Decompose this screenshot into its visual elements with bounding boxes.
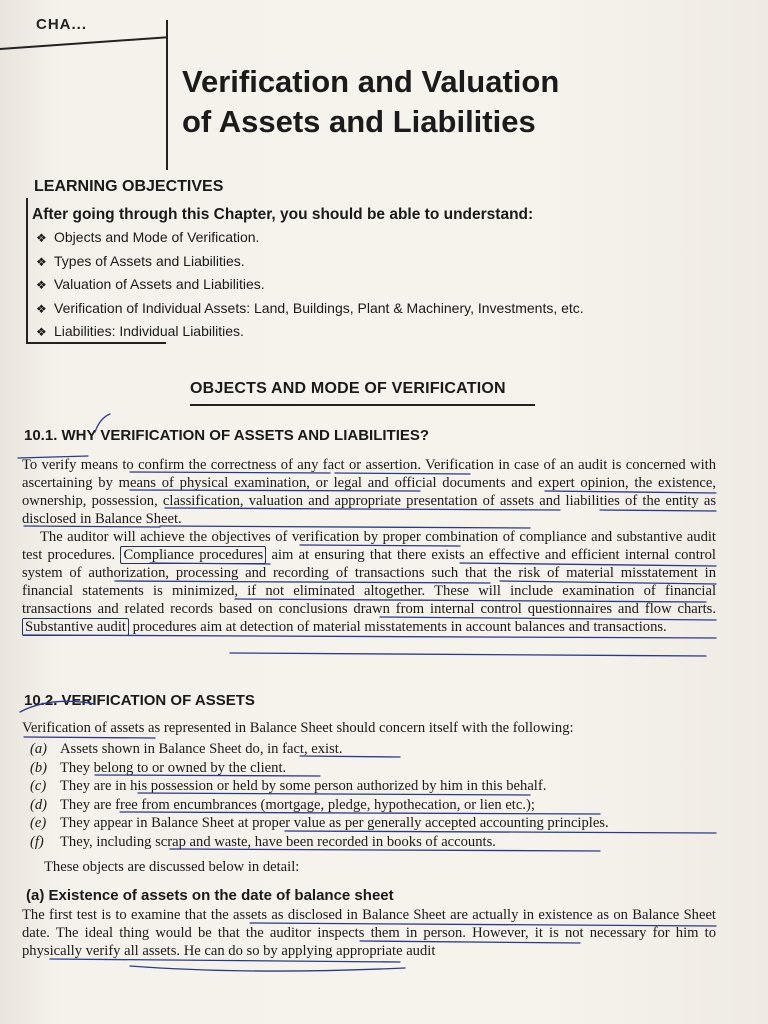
list-item bbox=[30, 740, 609, 759]
list-item bbox=[36, 226, 584, 250]
list-item bbox=[36, 273, 584, 297]
header-rule-vertical bbox=[166, 20, 168, 170]
item-text: They, including scrap and waste, have been recorded in books of accounts. bbox=[60, 833, 496, 850]
list-item bbox=[30, 796, 609, 815]
list-item bbox=[30, 814, 609, 833]
paragraph-procedures bbox=[22, 528, 716, 636]
list-item bbox=[36, 320, 584, 344]
verification-items-list bbox=[30, 740, 609, 851]
subheading-existence: (a) Existence of assets on the date of balance sheet bbox=[26, 887, 394, 904]
item-label: (a) bbox=[30, 741, 48, 757]
paragraph-why-verification bbox=[22, 456, 716, 636]
diamond-bullet-icon: ❖ bbox=[36, 301, 47, 316]
lo-item-text: Liabilities: Individual Liabilities. bbox=[54, 323, 244, 339]
learning-objectives-intro: After going through this Chapter, you should be able to understand: bbox=[32, 206, 534, 223]
procedures-text-c: procedures aim at detection of material misstatements in account balances and transactions. bbox=[132, 619, 667, 635]
item-text: They appear in Balance Sheet at proper value as per generally accepted accounting principles. bbox=[60, 815, 609, 831]
item-text: Assets shown in Balance Sheet do, in fact, exist. bbox=[60, 741, 343, 757]
list-item bbox=[30, 759, 609, 778]
heading-10-2: 10.2. VERIFICATION OF ASSETS bbox=[24, 692, 255, 709]
diamond-bullet-icon: ❖ bbox=[36, 254, 47, 269]
item-label: (b) bbox=[30, 759, 48, 776]
item-label: (e) bbox=[30, 815, 47, 831]
chapter-title-line1: Verification and Valuation bbox=[182, 64, 560, 99]
objects-outro: These objects are discussed below in detail: bbox=[44, 859, 300, 875]
item-text: They are in his possession or held by some person authorized by him in this behalf. bbox=[60, 778, 547, 794]
learning-objectives-list bbox=[36, 226, 584, 344]
diamond-bullet-icon: ❖ bbox=[36, 325, 47, 339]
diamond-bullet-icon: ❖ bbox=[36, 278, 47, 292]
item-text: They are free from encumbrances (mortgage, pledge, hypothecation, or lien etc.); bbox=[60, 796, 535, 813]
diamond-bullet-icon: ❖ bbox=[36, 231, 47, 245]
chapter-title bbox=[182, 62, 702, 142]
learning-objectives-box bbox=[26, 176, 706, 344]
header-rule-horizontal bbox=[0, 36, 168, 50]
lo-item-text: Types of Assets and Liabilities. bbox=[54, 252, 245, 269]
list-item bbox=[36, 250, 584, 274]
chapter-title-line2: of Assets and Liabilities bbox=[182, 104, 536, 139]
lo-item-text: Verification of Individual Assets: Land, Buildings, Plant & Machinery, Investments, etc. bbox=[54, 299, 584, 316]
procedures-text-b: aim at ensuring that there exists an effective and efficient internal control system of authorization, processing and recording of transactions such that the risk of material misstatement in financial statements is minimized, if not eliminated altogether. These will include examination of financial transactions and related records based on conclusions drawn from internal control questionnaires and flow charts. bbox=[22, 547, 716, 617]
lo-item-text: Objects and Mode of Verification. bbox=[54, 229, 260, 245]
item-label: (d) bbox=[30, 796, 48, 813]
item-text: They belong to or owned by the client. bbox=[60, 759, 287, 776]
heading-10-1: 10.1. WHY VERIFICATION OF ASSETS AND LIABILITIES? bbox=[24, 427, 430, 444]
lo-item-text: Valuation of Assets and Liabilities. bbox=[54, 276, 265, 292]
list-item bbox=[36, 297, 584, 321]
pen-underline bbox=[24, 737, 155, 738]
learning-objectives-heading: LEARNING OBJECTIVES bbox=[34, 178, 224, 195]
paragraph-existence: The first test is to examine that the assets as disclosed in Balance Sheet are actually in existence as on Balance Sheet date. The ideal thing would be that the auditor inspects them in person. However, it is not necessary for him to physically verify all assets. He can do so by applying appropriate audit bbox=[22, 907, 716, 959]
verification-intro: Verification of assets as represented in Balance Sheet should concern itself with the following: bbox=[22, 720, 574, 736]
pen-underline bbox=[230, 653, 706, 656]
list-item bbox=[30, 777, 609, 796]
item-label: (c) bbox=[30, 778, 47, 794]
item-label: (f) bbox=[30, 833, 44, 850]
section-title: OBJECTS AND MODE OF VERIFICATION bbox=[190, 380, 506, 397]
procedures-text-a: The auditor will achieve the objectives of verification by proper combination of compliance and substantive audit test procedures. bbox=[22, 529, 716, 563]
section-title-underline bbox=[190, 404, 535, 406]
compliance-procedures-box: Compliance procedures bbox=[120, 546, 266, 564]
pen-underline bbox=[130, 966, 405, 971]
list-item bbox=[30, 833, 609, 852]
substantive-audit-box: Substantive audit bbox=[22, 618, 129, 636]
paragraph-verify-definition: To verify means to confirm the correctness of any fact or assertion. Verification in case of an audit is concerned with ascertaining by means of physical examination, or legal and official documents and expert opinion, the existence, ownership, possession, classification, valuation and appropriate presentation of assets and liabilities of the entity as disclosed in Balance Sheet. bbox=[22, 457, 716, 527]
lo-box-left-rule bbox=[26, 198, 28, 343]
chapter-tab: CHA... bbox=[36, 16, 87, 33]
